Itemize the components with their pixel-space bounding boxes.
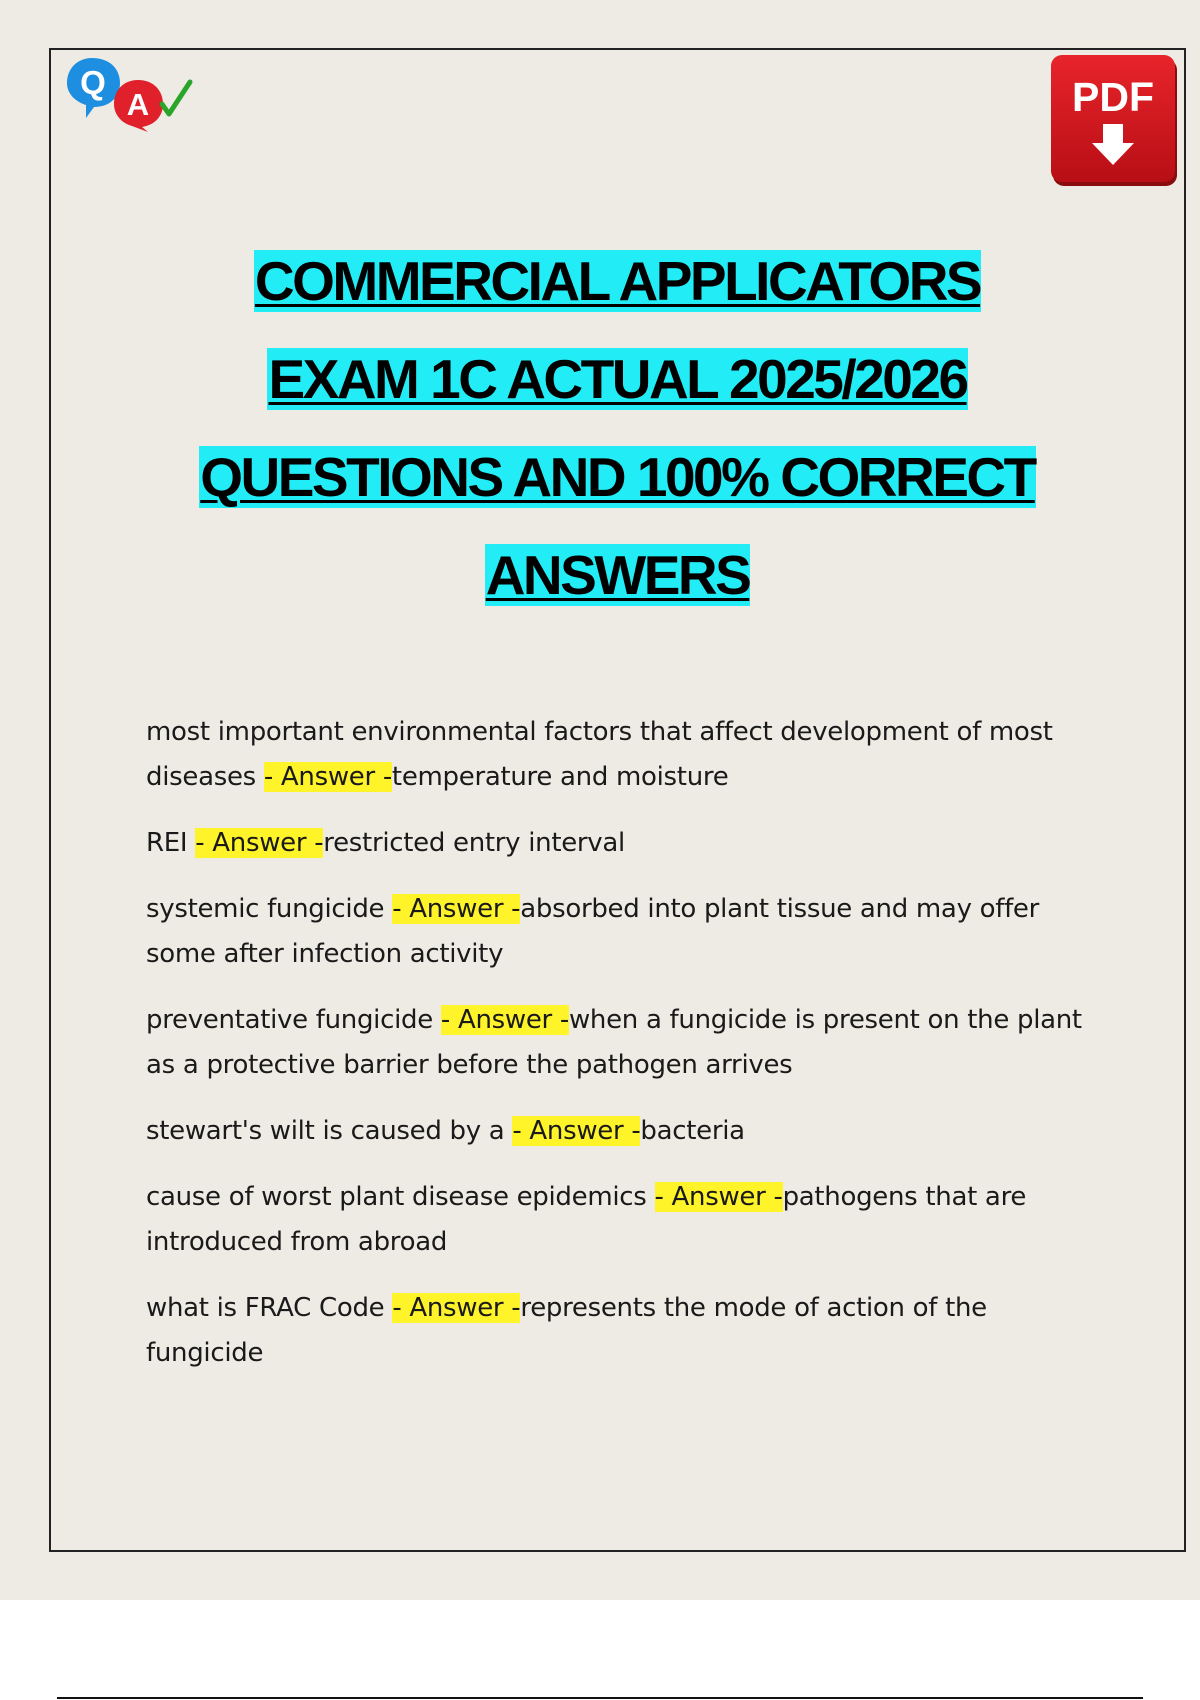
answer-marker: - Answer - bbox=[512, 1116, 641, 1146]
question-text: what is FRAC Code bbox=[146, 1293, 393, 1323]
qa-item bbox=[146, 1109, 1106, 1154]
question-text: systemic fungicide bbox=[146, 894, 393, 924]
question-text: stewart's wilt is caused by a bbox=[146, 1116, 513, 1146]
question-text: REI bbox=[146, 828, 196, 858]
answer-marker: - Answer - bbox=[263, 762, 392, 792]
title-line-3: QUESTIONS AND 100% CORRECT bbox=[200, 446, 1035, 508]
qa-item bbox=[146, 998, 1106, 1088]
title-line-4: ANSWERS bbox=[485, 544, 750, 606]
answer-text: pathogens that are introduced from abroad bbox=[146, 1182, 1027, 1257]
answer-marker: - Answer - bbox=[392, 894, 521, 924]
pdf-icon-label: PDF bbox=[1072, 74, 1154, 120]
answer-text: absorbed into plant tissue and may offer some after infection activity bbox=[146, 894, 1040, 969]
answer-text: bacteria bbox=[640, 1116, 745, 1146]
bottom-divider bbox=[57, 1697, 1143, 1699]
answer-text: restricted entry interval bbox=[323, 828, 625, 858]
answer-text: represents the mode of action of the fungicide bbox=[146, 1293, 987, 1368]
document-title bbox=[100, 232, 1135, 624]
qa-item bbox=[146, 1175, 1106, 1265]
qa-logo-a: A bbox=[126, 87, 150, 122]
answer-marker: - Answer - bbox=[440, 1005, 569, 1035]
answer-marker: - Answer - bbox=[654, 1182, 783, 1212]
qa-item bbox=[146, 887, 1106, 977]
qa-logo-q: Q bbox=[80, 64, 106, 101]
answer-marker: - Answer - bbox=[392, 1293, 521, 1323]
answer-marker: - Answer - bbox=[195, 828, 324, 858]
title-line-2: EXAM 1C ACTUAL 2025/2026 bbox=[268, 348, 967, 410]
answer-text: temperature and moisture bbox=[391, 762, 729, 792]
qa-item bbox=[146, 710, 1106, 800]
question-text: most important environmental factors that affect development of most diseases bbox=[146, 717, 1053, 792]
answer-text: when a fungicide is present on the plant as a protective barrier before the pathogen arrives bbox=[146, 1005, 1082, 1080]
pdf-download-icon bbox=[1050, 54, 1178, 187]
qa-list bbox=[146, 710, 1106, 1397]
question-text: preventative fungicide bbox=[146, 1005, 441, 1035]
title-line-1: COMMERCIAL APPLICATORS bbox=[254, 250, 981, 312]
qa-logo bbox=[66, 56, 196, 132]
qa-item bbox=[146, 1286, 1106, 1376]
qa-item bbox=[146, 821, 1106, 866]
question-text: cause of worst plant disease epidemics bbox=[146, 1182, 655, 1212]
